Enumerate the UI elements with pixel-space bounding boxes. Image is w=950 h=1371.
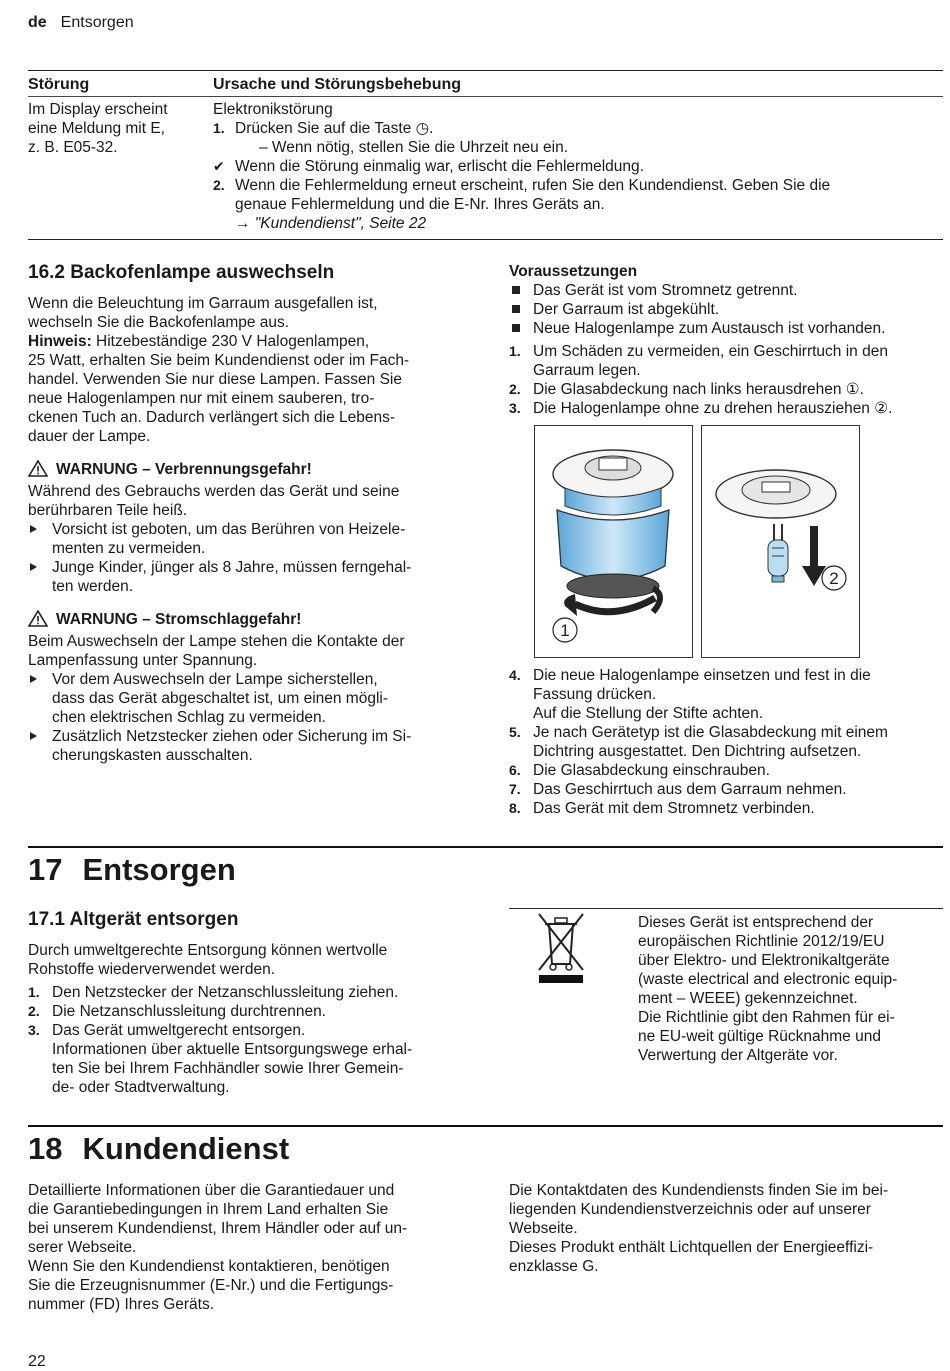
step-number: 1.	[213, 120, 225, 136]
page-number: 22	[28, 1353, 46, 1370]
list-item: 3. Die Halogenlampe ohne zu drehen herausziehen ②.	[509, 400, 893, 417]
weee-box	[509, 908, 943, 909]
warning-electric	[28, 610, 458, 632]
warning-text: Beim Auswechseln der Lampe stehen die Kontakte der	[28, 633, 405, 650]
fault-line: eine Meldung mit E,	[28, 120, 165, 137]
result-text: Wenn die Störung einmalig war, erlischt die Fehlermeldung.	[235, 158, 644, 175]
halogen-lamp-pull-icon	[702, 426, 859, 657]
illustration-pull-lamp	[701, 425, 860, 658]
list-item: 8. Das Gerät mit dem Stromnetz verbinden.	[509, 800, 815, 817]
fault-line: Im Display erscheint	[28, 101, 168, 118]
hint-label: Hinweis:	[28, 333, 92, 350]
list-item: 5. Je nach Gerätetyp ist die Glasabdeckung mit einem Dichtring ausgestattet. Den Dichtring aufsetzen.	[509, 724, 888, 760]
warning-triangle-icon	[28, 610, 48, 632]
hint-line: handel. Verwenden Sie nur diese Lampen. Fassen Sie	[28, 371, 402, 388]
cross-reference-link[interactable]: → "Kundendienst", Seite 22	[235, 215, 427, 232]
glass-cover-rotate-icon	[535, 426, 692, 657]
section-heading-16-2: 16.2 Backofenlampe auswechseln	[28, 262, 335, 283]
step-text: Wenn die Fehlermeldung erneut erscheint, rufen Sie den Kundendienst. Geben Sie die	[235, 177, 831, 194]
chapter-heading-18: 18 Kundendienst	[28, 1131, 290, 1166]
page-header	[28, 13, 134, 32]
table-header-fault: Störung	[28, 76, 90, 93]
list-item: 1. Den Netzstecker der Netzanschlussleitung ziehen.	[28, 984, 399, 1001]
intro-line: Durch umweltgerechte Entsorgung können wertvolle	[28, 942, 388, 959]
table-row	[28, 97, 943, 240]
chapter-heading-17: 17 Entsorgen	[28, 852, 236, 887]
intro-line: wechseln Sie die Backofenlampe aus.	[28, 314, 290, 331]
list-item: Das Gerät ist vom Stromnetz getrennt.	[509, 281, 944, 300]
error-type: Elektronikstörung	[213, 101, 333, 118]
warning-triangle-icon	[28, 460, 48, 482]
section-rule	[28, 1125, 943, 1127]
language-code: de	[28, 14, 47, 31]
list-item: 2. Die Netzanschlussleitung durchtrennen.	[28, 1003, 326, 1020]
table-header-cause: Ursache und Störungsbehebung	[213, 76, 462, 93]
warning-text: Lampenfassung unter Spannung.	[28, 652, 258, 669]
prerequisites-title: Voraussetzungen	[509, 263, 638, 280]
illustration-remove-glass-cover	[534, 425, 693, 658]
service-text-left: Detaillierte Informationen über die Garantiedauer und die Garantiebedingungen in Ihrem Land erhalten Sie bei unserem Kundendienst, Ihrem Händler oder auf un- serer Webseite. Wenn Sie den Kundendienst kontaktieren, benötigen Sie die Erzeugnisnummer (E-Nr.) und die Fertigungs- nummer (FD) Ihres Geräts.	[28, 1182, 408, 1313]
hint-line: Hitzebeständige 230 V Halogenlampen,	[91, 333, 370, 350]
list-item: 3. Das Gerät umweltgerecht entsorgen. Informationen über aktuelle Entsorgungswege erhal- ten Sie bei Ihrem Fachhändler sowie Ihrer Gemein- de- oder Stadtverwaltung.	[28, 1022, 413, 1096]
intro-line: Wenn die Beleuchtung im Garraum ausgefallen ist,	[28, 295, 378, 312]
list-item: Junge Kinder, jünger als 8 Jahre, müssen ferngehal- ten werden.	[28, 558, 458, 596]
list-item: 4. Die neue Halogenlampe einsetzen und fest in die Fassung drücken. Auf die Stellung der Stifte achten.	[509, 667, 871, 722]
warning-text: berührbaren Teile heiß.	[28, 502, 188, 519]
fault-line: z. B. E05-32.	[28, 139, 118, 156]
list-item: 7. Das Geschirrtuch aus dem Garraum nehmen.	[509, 781, 847, 798]
list-item: 2. Die Glasabdeckung nach links herausdrehen ①.	[509, 381, 864, 398]
list-item: Vor dem Auswechseln der Lampe sicherstellen, dass das Gerät abgeschaltet ist, um einen mögli- chen elektrischen Schlag zu vermeiden.	[28, 670, 458, 727]
list-item: Der Garraum ist abgekühlt.	[509, 300, 944, 319]
warning-title: WARNUNG – Stromschlaggefahr!	[56, 611, 302, 628]
list-item: 6. Die Glasabdeckung einschrauben.	[509, 762, 770, 779]
section-heading-17-1: 17.1 Altgerät entsorgen	[28, 909, 239, 930]
service-text-right: Die Kontaktdaten des Kundendiensts finden Sie im bei- liegenden Kundendienstverzeichnis oder auf unserer Webseite. Dieses Produkt enthält Lichtquellen der Energieeffizi- enzklasse G.	[509, 1182, 889, 1275]
check-icon: ✔	[213, 158, 225, 174]
section-16-2-right	[509, 262, 944, 418]
fault-table	[28, 70, 943, 240]
list-item: Zusätzlich Netzstecker ziehen oder Sicherung im Si- cherungskasten ausschalten.	[28, 727, 458, 765]
list-item: Neue Halogenlampe zum Austausch ist vorhanden.	[509, 319, 944, 338]
step-text: genaue Fehlermeldung und die E-Nr. Ihres Geräts an.	[235, 196, 605, 213]
hint-line: ckenen Tuch an. Dadurch verlängert sich die Lebens-	[28, 409, 396, 426]
step-text: Drücken Sie auf die Taste ◷.	[235, 120, 434, 137]
header-title: Entsorgen	[60, 14, 134, 31]
figure-label-1: 1	[560, 621, 570, 640]
list-item: 1. Um Schäden zu vermeiden, ein Geschirrtuch in den Garraum legen.	[509, 343, 888, 379]
warning-title: WARNUNG – Verbrennungsgefahr!	[56, 461, 312, 478]
weee-crossed-bin-icon	[533, 910, 589, 986]
section-16-2-steps-b	[509, 666, 944, 818]
weee-text: Dieses Gerät ist entsprechend der europäischen Richtlinie 2012/19/EU über Elektro- und Elektronikaltgeräte (waste electrical and electronic equip- ment – WEEE) gekennzeichnet. Die Richtlinie gibt den Rahmen für ei- ne EU-weit gültige Rücknahme und Verwertung der Altgeräte vor.	[638, 914, 898, 1064]
warning-burn	[28, 460, 458, 482]
substep-text: – Wenn nötig, stellen Sie die Uhrzeit neu ein.	[259, 139, 569, 156]
hint-line: 25 Watt, erhalten Sie beim Kundendienst oder im Fach-	[28, 352, 410, 369]
section-16-2-left	[28, 294, 458, 765]
warning-text: Während des Gebrauchs werden das Gerät und seine	[28, 483, 400, 500]
section-17-1-text	[28, 941, 458, 1097]
list-item: Vorsicht ist geboten, um das Berühren von Heizele- menten zu vermeiden.	[28, 520, 458, 558]
hint-line: neue Halogenlampen nur mit einem sauberen, tro-	[28, 390, 375, 407]
hint-line: dauer der Lampe.	[28, 428, 151, 445]
figure-label-2: 2	[829, 569, 839, 588]
section-rule	[28, 846, 943, 848]
step-number: 2.	[213, 177, 225, 193]
intro-line: Rohstoffe wiederverwendet werden.	[28, 961, 275, 978]
